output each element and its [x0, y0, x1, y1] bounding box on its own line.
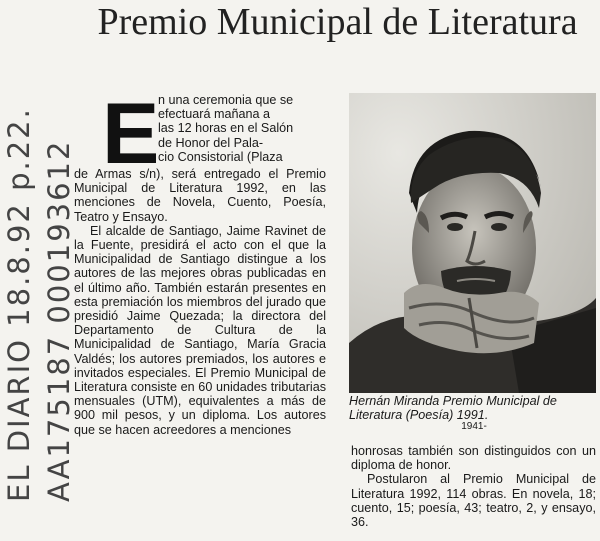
paragraph-1-continuation: de Armas s/n), será entregado el Premio Municipal de Literatura 1992, en las menciones de Novela, Cuento, Poesía, Teatro y Ensayo.	[74, 167, 326, 224]
drop-cap: E	[102, 86, 160, 182]
handwritten-margin-note	[0, 32, 82, 541]
opening-line: de Honor del Pala-	[158, 135, 264, 150]
article-body-column	[74, 167, 326, 437]
portrait-image	[349, 93, 596, 393]
photo-caption	[349, 394, 599, 432]
margin-note-line-2: AA175187 000193612	[42, 139, 76, 502]
opening-line: cio Consistorial (Plaza	[158, 149, 283, 164]
article-right-column	[351, 444, 596, 529]
opening-line: n una ceremonia que se	[158, 93, 294, 107]
paragraph-4: Postularon al Premio Municipal de Literatura 1992, 114 obras. En novela, 18; cuento, 15; poesía, 43; teatro, 2, y ensayo, 36.	[351, 472, 596, 530]
article-opening-lines	[158, 93, 326, 164]
caption-text: Hernán Miranda Premio Municipal de Literatura (Poesía) 1991.	[349, 394, 557, 422]
opening-line: las 12 horas en el Salón	[158, 121, 294, 136]
headline: Premio Municipal de Literatura	[97, 1, 578, 43]
author-photo	[349, 93, 596, 393]
handwritten-number: 1941-	[461, 421, 487, 432]
paragraph-3: honrosas también son distinguidos con un diploma de honor.	[351, 444, 596, 473]
opening-line: efectuará mañana a	[158, 107, 271, 122]
paragraph-2: El alcalde de Santiago, Jaime Ravinet de la Fuente, presidirá el acto con el que la Municipalidad de Santiago distingue a los autores de las mejores obras publicadas en el último año. También estarán presentes en esta premiación los miembros del jurado que presidió Jaime Quezada; la directora del Departamento de Cultura de la Municipalidad de Santiago, María Gracia Valdés; los autores premiados, los autores e invitados especiales. El Premio Municipal de Literatura consiste en 60 unidades tributarias mensuales (UTM), equivalentes a más de 900 mil pesos, y un diploma. Los autores que se hacen acreedores a menciones	[74, 223, 326, 437]
margin-note-line-1: EL DIARIO 18.8.92 p.22.	[2, 107, 36, 502]
